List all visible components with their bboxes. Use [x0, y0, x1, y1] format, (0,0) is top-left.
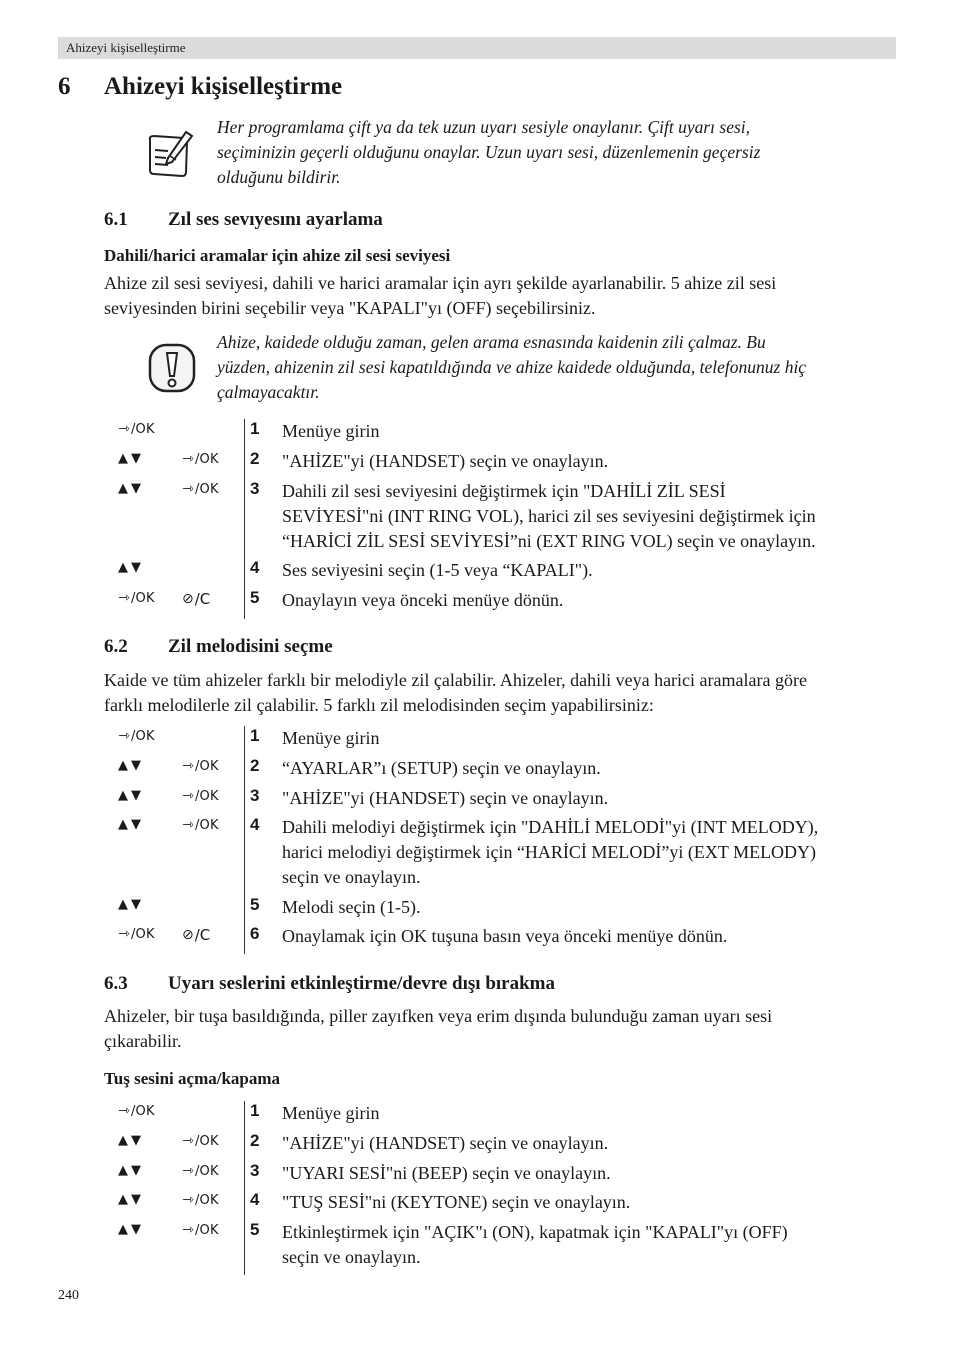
step-text: Onaylamak için OK tuşuna basın veya önceki menüye dönün. [282, 926, 728, 946]
step-text: Ses seviyesini seçin (1-5 veya “KAPALI"). [282, 560, 593, 580]
menu-enter-icon: ⇾ [182, 481, 194, 497]
paragraph-line: Ahizeler, bir tuşa basıldığında, piller zayıfken veya erim dışında bulunduğu zaman uyarı sesi [104, 1006, 773, 1026]
step-text: Dahili zil sesi seviyesini değiştirmek için "DAHİLİ ZİL SESİ SEVİYESİ"ni (INT RING VOL), harici zil ses seviyesini değiştirmek için “HARİCİ ZİL SESİ SEVİYESİ”ni (EXT RING VOL) seçin ve onaylayın. [282, 481, 816, 551]
clear-key: ⊘ /C [182, 926, 211, 944]
nav-arrows-icon: ▲▼ [118, 1222, 144, 1237]
ok-key: ⇾ /OK [118, 728, 155, 744]
ok-key: ⇾ /OK [118, 421, 155, 437]
step-text: "TUŞ SESİ"ni (KEYTONE) seçin ve onaylayın. [282, 1192, 631, 1212]
step-text: “AYARLAR”ı (SETUP) seçin ve onaylayın. [282, 758, 601, 778]
chapter-number: 6 [58, 73, 71, 100]
step-text: Dahili melodiyi değiştirmek için "DAHİLİ MELODİ"yi (INT MELODY), harici melodiyi değiştirmek için “HARİCİ MELODİ”yi (EXT MELODY) seçin ve onaylayın. [282, 817, 819, 887]
section-title: Zıl ses sevıyesını ayarlama [168, 209, 383, 230]
menu-enter-icon: ⇾ [118, 926, 130, 942]
menu-enter-icon: ⇾ [182, 451, 194, 467]
ok-key: ⇾ /OK [118, 926, 155, 942]
ok-key: ⇾ /OK [182, 1133, 219, 1149]
ok-key: ⇾ /OK [182, 1163, 219, 1179]
note-line: Her programlama çift ya da tek uzun uyarı sesiyle onaylanır. Çift uyarı sesi, [217, 117, 751, 137]
back-circle-icon: ⊘ [182, 591, 194, 607]
step-number: 4 [250, 815, 260, 834]
section-title: Zil melodisini seçme [168, 636, 333, 657]
nav-arrows-icon: ▲▼ [118, 1163, 144, 1178]
paragraph-line: Ahize zil sesi seviyesi, dahili ve harici aramalar için ayrı şekilde ayarlanabilir. 5 ahize zil sesi [104, 273, 777, 293]
section-paragraph [104, 271, 899, 321]
step-text: Etkinleştirmek için "AÇIK"ı (ON), kapatmak için "KAPALI"yı (OFF) seçin ve onaylayın. [282, 1222, 788, 1267]
ok-key: ⇾ /OK [182, 788, 219, 804]
menu-enter-icon: ⇾ [182, 1192, 194, 1208]
step-text: Melodi seçin (1-5). [282, 897, 421, 917]
note-programming-beeps [217, 115, 897, 190]
subsection-heading: Tuş sesini açma/kapama [104, 1069, 281, 1088]
step-number: 3 [250, 479, 260, 498]
clear-key: ⊘ /C [182, 590, 211, 608]
note-line: seçiminizin geçerli olduğunu onaylar. Uzun uyarı sesi, düzenlemenin geçersiz [217, 142, 761, 162]
section-number: 6.2 [104, 636, 128, 657]
step-number: 1 [250, 726, 260, 745]
menu-enter-icon: ⇾ [182, 788, 194, 804]
step-number: 3 [250, 786, 260, 805]
menu-enter-icon: ⇾ [182, 1163, 194, 1179]
nav-arrows-icon: ▲▼ [118, 758, 144, 773]
warning-line: çalmayacaktır. [217, 382, 320, 402]
nav-arrows-icon: ▲▼ [118, 897, 144, 912]
warning-line: Ahize, kaidede olduğu zaman, gelen arama esnasında kaidenin zili çalmaz. Bu [217, 332, 766, 352]
nav-arrows-icon: ▲▼ [118, 560, 144, 575]
section-number: 6.3 [104, 973, 128, 994]
ok-key: ⇾ /OK [182, 758, 219, 774]
chapter-title: Ahizeyi kişiselleştirme [104, 73, 343, 100]
ok-key: ⇾ /OK [182, 1192, 219, 1208]
pencil-note-icon [146, 130, 194, 180]
step-number: 3 [250, 1161, 260, 1180]
step-number: 4 [250, 558, 260, 577]
step-number: 5 [250, 1220, 260, 1239]
note-line: olduğunu bildirir. [217, 167, 341, 187]
menu-enter-icon: ⇾ [182, 758, 194, 774]
step-number: 5 [250, 588, 260, 607]
menu-enter-icon: ⇾ [118, 590, 130, 606]
section-paragraph [104, 1004, 899, 1054]
warning-line: yüzden, ahizenin zil sesi kapatıldığında ve ahize kaidede olduğunda, telefonunuz hiç [217, 357, 807, 377]
menu-enter-icon: ⇾ [118, 1103, 130, 1119]
step-text: Menüye girin [282, 1103, 380, 1123]
nav-arrows-icon: ▲▼ [118, 817, 144, 832]
paragraph-line: çıkarabilir. [104, 1031, 182, 1051]
steps-ring-volume [104, 419, 904, 619]
step-number: 4 [250, 1190, 260, 1209]
step-number: 1 [250, 1101, 260, 1120]
back-circle-icon: ⊘ [182, 927, 194, 943]
running-header-title: Ahizeyi kişiselleştirme [66, 40, 186, 55]
warning-base-ringer [217, 330, 897, 405]
step-number: 2 [250, 449, 260, 468]
step-divider [244, 1101, 245, 1275]
ok-key: ⇾ /OK [182, 481, 219, 497]
step-text: Menüye girin [282, 421, 380, 441]
step-text: Onaylayın veya önceki menüye dönün. [282, 590, 564, 610]
subsection-heading: Dahili/harici aramalar için ahize zil sesi seviyesi [104, 246, 451, 265]
menu-enter-icon: ⇾ [182, 817, 194, 833]
menu-enter-icon: ⇾ [118, 728, 130, 744]
step-text: "AHİZE"yi (HANDSET) seçin ve onaylayın. [282, 788, 609, 808]
nav-arrows-icon: ▲▼ [118, 1133, 144, 1148]
ok-key: ⇾ /OK [118, 590, 155, 606]
step-number: 6 [250, 924, 260, 943]
ok-key: ⇾ /OK [118, 1103, 155, 1119]
exclamation-warning-icon [148, 343, 196, 393]
paragraph-line: farklı melodilerle zil çalabilir. 5 farklı zil melodisinden seçim yapabilirsiniz: [104, 695, 654, 715]
menu-enter-icon: ⇾ [118, 421, 130, 437]
section-number: 6.1 [104, 209, 128, 230]
step-number: 2 [250, 1131, 260, 1150]
ok-key: ⇾ /OK [182, 451, 219, 467]
steps-melody [104, 726, 904, 954]
nav-arrows-icon: ▲▼ [118, 481, 144, 496]
section-title: Uyarı seslerini etkinleştirme/devre dışı bırakma [168, 973, 555, 994]
step-number: 1 [250, 419, 260, 438]
step-divider [244, 419, 245, 619]
paragraph-line: Kaide ve tüm ahizeler farklı bir melodiyle zil çalabilir. Ahizeler, dahili veya harici aramalara göre [104, 670, 807, 690]
step-text: "AHİZE"yi (HANDSET) seçin ve onaylayın. [282, 1133, 609, 1153]
menu-enter-icon: ⇾ [182, 1222, 194, 1238]
ok-key: ⇾ /OK [182, 817, 219, 833]
step-text: "AHİZE"yi (HANDSET) seçin ve onaylayın. [282, 451, 609, 471]
nav-arrows-icon: ▲▼ [118, 451, 144, 466]
step-divider [244, 726, 245, 954]
menu-enter-icon: ⇾ [182, 1133, 194, 1149]
step-number: 2 [250, 756, 260, 775]
step-text: "UYARI SESİ"ni (BEEP) seçin ve onaylayın. [282, 1163, 611, 1183]
page-number: 240 [58, 1288, 79, 1303]
nav-arrows-icon: ▲▼ [118, 788, 144, 803]
step-number: 5 [250, 895, 260, 914]
paragraph-line: seviyesinden birini seçebilir veya "KAPALI"yı (OFF) seçebilirsiniz. [104, 298, 596, 318]
section-paragraph [104, 668, 899, 718]
step-text: Menüye girin [282, 728, 380, 748]
ok-key: ⇾ /OK [182, 1222, 219, 1238]
nav-arrows-icon: ▲▼ [118, 1192, 144, 1207]
steps-keytone [104, 1101, 904, 1275]
